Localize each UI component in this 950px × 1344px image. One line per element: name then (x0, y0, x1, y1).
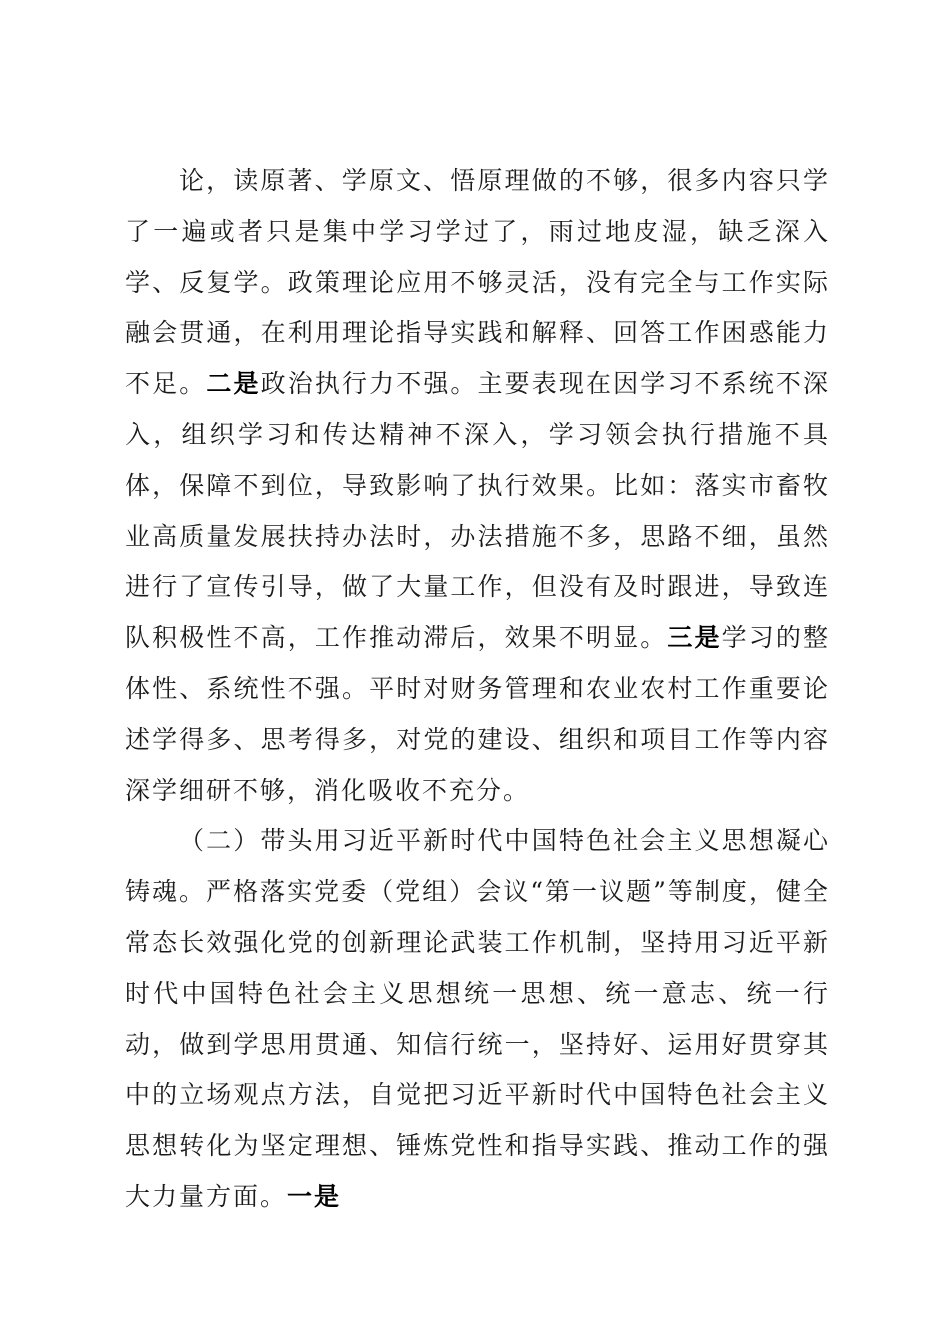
paragraph-shortcomings-part2: 政治执行力不强。主要表现在因学习不系统不深入，组织学习和传达精神不深入，学习领会执行措施不具体，保障不到位，导致影响了执行效果。比如：落实市畜牧业高质量发展扶持办法时，办法措施不多，思路不细，虽然进行了宣传引导，做了大量工作，但没有及时跟进，导致连队积极性不高，工作推动滞后，效果不明显。 (125, 369, 830, 653)
paragraph-section-two (125, 816, 830, 1222)
paragraph-shortcomings-part3: 学习的整体性、系统性不强。平时对财务管理和农业农村工作重要论述学得多、思考得多，对党的建设、组织和项目工作等内容深学细研不够，消化吸收不充分。 (125, 623, 830, 805)
marker-second: 二是 (206, 369, 261, 399)
paragraph-shortcomings-part1: 论，读原著、学原文、悟原理做的不够，很多内容只学了一遍或者只是集中学习学过了，雨过地皮湿，缺乏深入学、反复学。政策理论应用不够灵活，没有完全与工作实际融会贯通，在利用理论指导实践和解释、回答工作困惑能力不足。 (125, 166, 830, 399)
document-body (125, 156, 830, 1223)
paragraph-shortcomings (125, 156, 830, 816)
marker-first: 一是 (287, 1181, 342, 1211)
marker-third: 三是 (667, 623, 722, 653)
paragraph-section-two-text: （二）带头用习近平新时代中国特色社会主义思想凝心铸魂。严格落实党委（党组）会议“第一议题”等制度，健全常态长效强化党的创新理论武装工作机制，坚持用习近平新时代中国特色社会主义思想统一思想、统一意志、统一行动，做到学思用贯通、知信行统一，坚持好、运用好贯穿其中的立场观点方法，自觉把习近平新时代中国特色社会主义思想转化为坚定理想、锤炼党性和指导实践、推动工作的强大力量方面。 (125, 826, 830, 1211)
